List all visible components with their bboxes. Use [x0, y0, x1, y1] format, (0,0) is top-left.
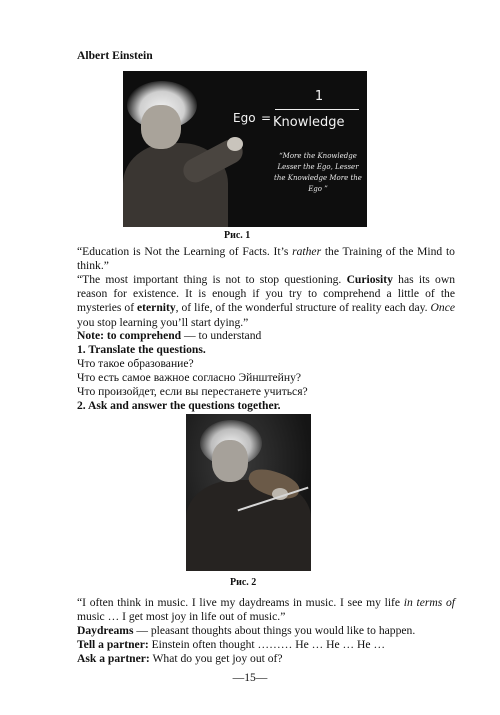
board-ego: Ego — [233, 111, 256, 125]
board-denominator: Knowledge — [273, 115, 345, 130]
page-number: —15— — [232, 671, 268, 684]
board-quote: “More the Knowledge Lesser the Ego, Lesser the Knowledge More the Ego ” — [274, 152, 362, 193]
quote2-bold-eternity: eternity — [137, 301, 176, 315]
tell-text: Einstein often thought ……… He … He … He … — [148, 638, 386, 651]
figure-face — [212, 440, 248, 482]
daydreams-text: — pleasant thoughts about things you would like to happen. — [133, 624, 416, 637]
quote2-text-b: has its own reason for existence. It is enough if you try to comprehend a little of the mysteries of — [77, 273, 455, 315]
quote2-italic-once: Once — [430, 301, 455, 315]
quote2-bold-curiosity: Curiosity — [346, 273, 393, 286]
note-label: Note: to comprehend — [77, 329, 182, 342]
note-text: — to understand — [181, 329, 262, 342]
quote2-text-a: “The most important thing is not to stop questioning. — [77, 273, 347, 286]
einstein-violin-photo — [186, 414, 311, 571]
quote3-italic: in terms of — [403, 596, 455, 609]
quote2-text-d: you stop learning you’ll start dying.” — [77, 315, 249, 329]
page-heading: Albert Einstein — [77, 49, 153, 62]
task1-title: 1. Translate the questions. — [77, 343, 206, 356]
quote-curiosity — [77, 273, 455, 330]
task1-question-2: Что есть самое важное согласно Эйнштейну? — [77, 371, 302, 384]
board-equals: = — [261, 111, 272, 125]
ask-label: Ask a partner: — [77, 652, 150, 665]
quote3-text-b: music … I get most joy in life out of music.” — [77, 610, 286, 624]
task1-question-1: Что такое образование? — [77, 357, 194, 370]
board-numerator: 1 — [314, 89, 324, 104]
einstein-blackboard-photo — [123, 71, 367, 227]
ask-partner — [77, 652, 283, 666]
figure-1-caption: Рис. 1 — [224, 230, 251, 241]
tell-label: Tell a partner: — [77, 638, 149, 651]
quote-music — [77, 596, 455, 624]
quote1-text-b: the Training of the Mind to think.” — [77, 245, 455, 273]
quote1-text-a: “Education is Not the Learning of Facts. It’s — [77, 245, 293, 258]
ask-text: What do you get joy out of? — [149, 652, 283, 665]
task1-question-3: Что произойдет, если вы перестанете учиться? — [77, 385, 308, 398]
board-fraction-bar — [275, 109, 359, 110]
daydreams-definition — [77, 624, 415, 638]
figure-face — [141, 105, 181, 149]
note-line — [77, 329, 261, 343]
figure-hand — [227, 137, 243, 151]
quote3-text-a: “I often think in music. I live my daydreams in music. I see my life — [77, 596, 404, 609]
figure-2-caption: Рис. 2 — [230, 577, 257, 588]
daydreams-label: Daydreams — [77, 624, 134, 637]
task2-title: 2. Ask and answer the questions together. — [77, 399, 281, 412]
quote1-italic: rather — [292, 245, 322, 258]
tell-partner — [77, 638, 385, 652]
quote-education — [77, 245, 455, 273]
quote2-text-c: , of life, of the wonderful structure of reality each day. — [175, 301, 431, 315]
